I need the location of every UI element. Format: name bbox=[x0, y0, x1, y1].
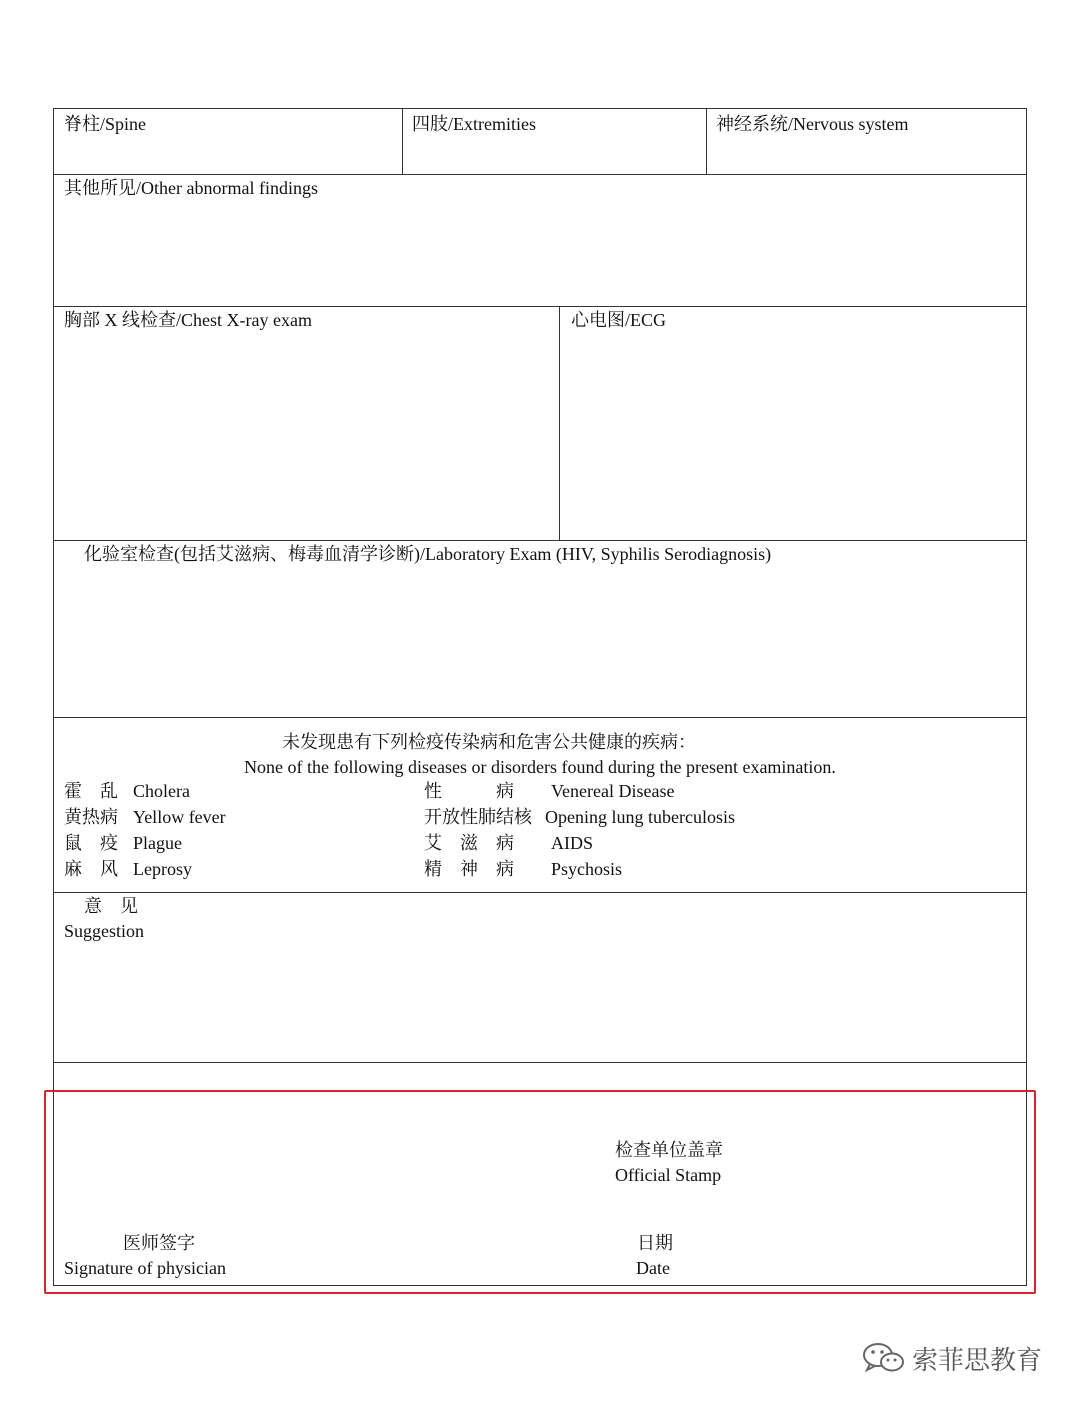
lab-exam-cell[interactable] bbox=[54, 540, 1026, 717]
nervous-system-label: 神经系统/Nervous system bbox=[716, 114, 909, 134]
disease-en: Yellow fever bbox=[133, 807, 226, 827]
disease-en: Venereal Disease bbox=[551, 781, 675, 801]
suggestion-cell[interactable] bbox=[54, 892, 1026, 1062]
physician-signature-cn: 医师签字 bbox=[123, 1233, 195, 1253]
nervous-system-cell[interactable] bbox=[706, 109, 1028, 174]
suggestion-cn: 意 见 bbox=[84, 896, 138, 916]
disease-cn: 精 神 病 bbox=[424, 859, 514, 879]
suggestion-en: Suggestion bbox=[64, 921, 145, 941]
watermark-text: 索菲思教育 bbox=[912, 1345, 1043, 1376]
disease-en: Cholera bbox=[133, 781, 190, 801]
disease-en: Plague bbox=[133, 833, 182, 853]
disease-en: Psychosis bbox=[551, 859, 623, 879]
other-findings-cell[interactable] bbox=[54, 174, 1026, 306]
disease-cn: 开放性肺结核 bbox=[424, 807, 532, 827]
disease-cn: 霍 乱 bbox=[64, 781, 118, 801]
diseases-heading-cn: 未发现患有下列检疫传染病和危害公共健康的疾病： bbox=[282, 732, 696, 752]
official-stamp-en: Official Stamp bbox=[615, 1165, 722, 1185]
disease-cn: 性 病 bbox=[424, 781, 514, 801]
diseases-cell bbox=[54, 717, 1026, 892]
chest-xray-label: 胸部 X 线检查/Chest X-ray exam bbox=[64, 310, 312, 330]
disease-cn: 艾 滋 病 bbox=[424, 833, 514, 853]
disease-cn: 黄热病 bbox=[64, 807, 118, 827]
disease-en: AIDS bbox=[551, 833, 594, 853]
disease-en: Opening lung tuberculosis bbox=[545, 807, 735, 827]
chest-xray-cell[interactable] bbox=[54, 306, 559, 540]
watermark bbox=[862, 1338, 1042, 1378]
signature-highlight-box bbox=[44, 1090, 1036, 1294]
lab-exam-label: 化验室检查(包括艾滋病、梅毒血清学诊断)/Laboratory Exam (HIV, Syphilis Serodiagnosis) bbox=[84, 544, 772, 564]
spine-label: 脊柱/Spine bbox=[64, 114, 147, 134]
ecg-cell[interactable] bbox=[559, 306, 1028, 540]
diseases-heading-en: None of the following diseases or disorders found during the present examination. bbox=[244, 757, 836, 777]
disease-cn: 麻 风 bbox=[64, 859, 118, 879]
other-findings-label: 其他所见/Other abnormal findings bbox=[64, 178, 318, 198]
disease-cn: 鼠 疫 bbox=[64, 833, 118, 853]
official-stamp-cn: 检查单位盖章 bbox=[615, 1140, 723, 1160]
date-en: Date bbox=[636, 1258, 670, 1278]
disease-en: Leprosy bbox=[133, 859, 192, 879]
date-cn: 日期 bbox=[637, 1233, 673, 1253]
physician-signature-en: Signature of physician bbox=[64, 1258, 226, 1278]
wechat-icon bbox=[862, 1341, 906, 1375]
extremities-label: 四肢/Extremities bbox=[412, 114, 536, 134]
ecg-label: 心电图/ECG bbox=[571, 310, 667, 330]
extremities-cell[interactable] bbox=[402, 109, 706, 174]
spine-cell[interactable] bbox=[54, 109, 402, 174]
